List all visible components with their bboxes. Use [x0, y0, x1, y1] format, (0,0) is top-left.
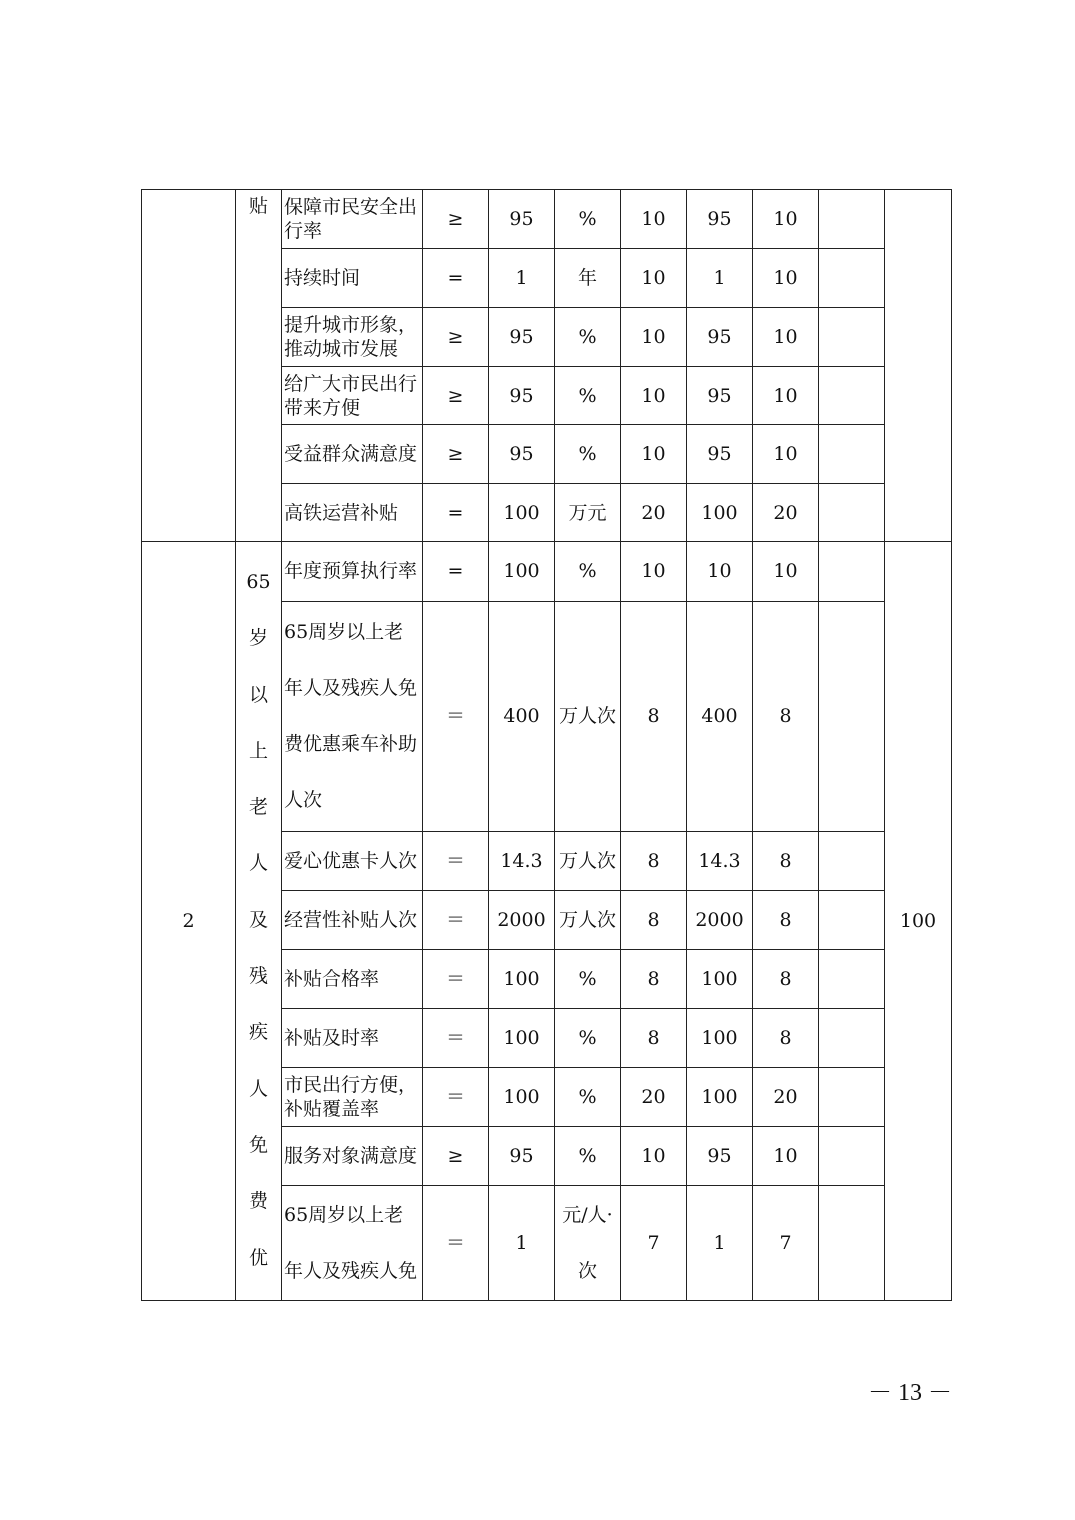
operator: ≥: [423, 190, 489, 249]
section-total: 100: [885, 542, 952, 1301]
unit: 元/人·次: [555, 1185, 621, 1300]
weight-score: 8: [621, 831, 687, 891]
actual-value: 400: [687, 601, 753, 831]
operator: ＝: [423, 1185, 489, 1300]
remark: [819, 1127, 885, 1186]
category-char: 人: [248, 1077, 268, 1100]
indicator-name: 补贴及时率: [282, 1009, 423, 1068]
remark: [819, 308, 885, 367]
actual-score: 8: [753, 949, 819, 1009]
actual-value: 100: [687, 1067, 753, 1127]
weight-score: 10: [621, 249, 687, 308]
category-char: 65: [246, 571, 271, 593]
category-char: 岁: [248, 627, 268, 650]
actual-value: 95: [687, 425, 753, 484]
actual-value: 100: [687, 1009, 753, 1068]
weight-score: 10: [621, 1127, 687, 1186]
indicator-name: 65周岁以上老年人及残疾人免: [282, 1185, 423, 1300]
weight-score: 20: [621, 1067, 687, 1127]
operator: ≥: [423, 1127, 489, 1186]
weight-score: 10: [621, 542, 687, 602]
performance-indicator-table: [141, 189, 952, 1301]
unit: %: [555, 949, 621, 1009]
unit: 万人次: [555, 891, 621, 950]
target-value: 2000: [489, 891, 555, 950]
indicator-name: 持续时间: [282, 249, 423, 308]
weight-score: 10: [621, 190, 687, 249]
category-char: 疾: [248, 1021, 268, 1044]
actual-score: 10: [753, 1127, 819, 1186]
weight-score: 7: [621, 1185, 687, 1300]
category-char: 优: [248, 1246, 268, 1269]
target-value: 95: [489, 367, 555, 425]
remark: [819, 601, 885, 831]
operator: ≥: [423, 425, 489, 484]
operator: ＝: [423, 601, 489, 831]
indicator-name: 保障市民安全出行率: [282, 190, 423, 249]
remark: [819, 891, 885, 950]
indicator-name: 市民出行方便，补贴覆盖率: [282, 1067, 423, 1127]
unit: %: [555, 425, 621, 484]
unit: %: [555, 308, 621, 367]
actual-value: 95: [687, 308, 753, 367]
unit: 万元: [555, 484, 621, 542]
category-char: 人: [248, 852, 268, 875]
weight-score: 20: [621, 484, 687, 542]
operator: ≥: [423, 308, 489, 367]
weight-score: 10: [621, 308, 687, 367]
operator: ＝: [423, 831, 489, 891]
target-value: 100: [489, 542, 555, 602]
indicator-name: 年度预算执行率: [282, 542, 423, 602]
actual-value: 2000: [687, 891, 753, 950]
category-char: 费: [248, 1190, 268, 1213]
target-value: 95: [489, 190, 555, 249]
unit: 万人次: [555, 601, 621, 831]
weight-score: 8: [621, 601, 687, 831]
unit: %: [555, 367, 621, 425]
remark: [819, 1067, 885, 1127]
indicator-name: 受益群众满意度: [282, 425, 423, 484]
operator: ＝: [423, 949, 489, 1009]
weight-score: 8: [621, 891, 687, 950]
category-char: 及: [248, 908, 268, 931]
actual-score: 8: [753, 891, 819, 950]
operator: ＝: [423, 1067, 489, 1127]
unit: 年: [555, 249, 621, 308]
category-cell: [236, 542, 282, 1301]
actual-value: 100: [687, 949, 753, 1009]
operator: =: [423, 484, 489, 542]
remark: [819, 949, 885, 1009]
category-vertical-text: [236, 542, 281, 1300]
weight-score: 8: [621, 1009, 687, 1068]
target-value: 1: [489, 1185, 555, 1300]
remark: [819, 542, 885, 602]
category-char: 残: [248, 965, 268, 988]
actual-score: 10: [753, 308, 819, 367]
unit: %: [555, 1127, 621, 1186]
actual-value: 10: [687, 542, 753, 602]
indicator-name: 提升城市形象，推动城市发展: [282, 308, 423, 367]
actual-score: 8: [753, 831, 819, 891]
target-value: 400: [489, 601, 555, 831]
category-char: 以: [248, 683, 268, 706]
table-row: [142, 542, 952, 602]
actual-score: 10: [753, 542, 819, 602]
target-value: 95: [489, 308, 555, 367]
target-value: 100: [489, 1067, 555, 1127]
indicator-name: 爱心优惠卡人次: [282, 831, 423, 891]
actual-score: 10: [753, 425, 819, 484]
table-row: [142, 190, 952, 249]
section-total: [885, 190, 952, 542]
indicator-name: 补贴合格率: [282, 949, 423, 1009]
actual-value: 95: [687, 367, 753, 425]
actual-value: 100: [687, 484, 753, 542]
weight-score: 10: [621, 425, 687, 484]
operator: =: [423, 542, 489, 602]
operator: ＝: [423, 891, 489, 950]
remark: [819, 484, 885, 542]
actual-value: 95: [687, 1127, 753, 1186]
unit: %: [555, 1067, 621, 1127]
actual-score: 8: [753, 1009, 819, 1068]
weight-score: 10: [621, 367, 687, 425]
actual-score: 7: [753, 1185, 819, 1300]
actual-value: 1: [687, 1185, 753, 1300]
indicator-name: 给广大市民出行带来方便: [282, 367, 423, 425]
indicator-name: 服务对象满意度: [282, 1127, 423, 1186]
operator: ＝: [423, 1009, 489, 1068]
target-value: 95: [489, 425, 555, 484]
target-value: 1: [489, 249, 555, 308]
unit: 万人次: [555, 831, 621, 891]
indicator-name: 高铁运营补贴: [282, 484, 423, 542]
target-value: 14.3: [489, 831, 555, 891]
category-char: 上: [248, 739, 268, 762]
target-value: 100: [489, 484, 555, 542]
unit: %: [555, 190, 621, 249]
actual-score: 10: [753, 190, 819, 249]
remark: [819, 367, 885, 425]
section-number: [142, 190, 236, 542]
operator: ≥: [423, 367, 489, 425]
category-char: 老: [248, 796, 268, 819]
operator: =: [423, 249, 489, 308]
remark: [819, 1009, 885, 1068]
category-text: 贴: [248, 195, 268, 217]
target-value: 100: [489, 1009, 555, 1068]
remark: [819, 831, 885, 891]
remark: [819, 1185, 885, 1300]
actual-score: 8: [753, 601, 819, 831]
category-cell: [236, 190, 282, 542]
remark: [819, 249, 885, 308]
weight-score: 8: [621, 949, 687, 1009]
indicator-name: 65周岁以上老年人及残疾人免费优惠乘车补助人次: [282, 601, 423, 831]
indicator-name: 经营性补贴人次: [282, 891, 423, 950]
unit: %: [555, 1009, 621, 1068]
actual-value: 14.3: [687, 831, 753, 891]
actual-value: 95: [687, 190, 753, 249]
actual-score: 10: [753, 367, 819, 425]
actual-score: 10: [753, 249, 819, 308]
actual-score: 20: [753, 1067, 819, 1127]
target-value: 100: [489, 949, 555, 1009]
actual-value: 1: [687, 249, 753, 308]
remark: [819, 190, 885, 249]
section-number: 2: [142, 542, 236, 1301]
category-char: 免: [248, 1133, 268, 1156]
page-number: － 13 －: [868, 1380, 952, 1406]
target-value: 95: [489, 1127, 555, 1186]
actual-score: 20: [753, 484, 819, 542]
remark: [819, 425, 885, 484]
unit: %: [555, 542, 621, 602]
